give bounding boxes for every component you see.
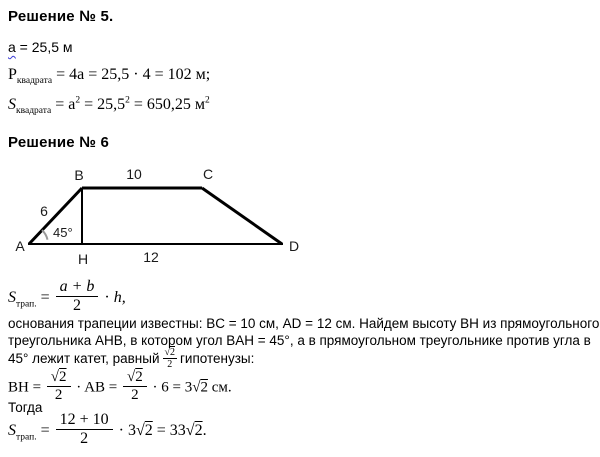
vertex-label-c: C (202, 166, 214, 182)
bh-fraction-2 (123, 369, 147, 404)
final-part2: = 33 (152, 422, 186, 440)
perimeter-formula (8, 66, 211, 87)
bh-fraction-1 (47, 369, 71, 404)
given-variable: a (8, 39, 16, 55)
area-subscript: квадрата (16, 106, 52, 117)
final-part1: · 3 (114, 422, 136, 440)
paragraph-line3-after: гипотенузы: (180, 351, 255, 366)
bh-part1: BH = (8, 379, 45, 396)
sqrt-term: √2 (135, 422, 153, 440)
area-sup1: 2 (75, 95, 81, 106)
angle-label: 45° (53, 225, 73, 240)
final-equals: = (36, 422, 54, 440)
paragraph-line-2: треугольника AHB, в котором угол BAH = 45°, а в прямоугольном треугольнике против угла в (8, 333, 591, 348)
trapezoid-area-formula (8, 280, 126, 317)
perimeter-symbol: P (8, 66, 17, 83)
sqrt-term: √2 (192, 379, 208, 396)
vertex-label-a: A (15, 238, 25, 254)
paragraph-line-1: основания трапеции известны: BC = 10 см, AD = 12 см. Найдем высоту BH из прямоугольного (8, 316, 600, 331)
vertex-label-b: B (74, 167, 84, 183)
perimeter-body: = 4a = 25,5 · 4 = 102 м; (52, 66, 211, 83)
denominator: 2 (167, 358, 173, 370)
side-cd-line (202, 188, 282, 244)
side-label-ad: 12 (143, 249, 159, 265)
area-sup2: 2 (125, 95, 130, 106)
bh-part4: см. (207, 379, 232, 396)
area-part1: = a (51, 96, 76, 113)
given-value: = 25,5 м (15, 39, 73, 55)
then-text: Тогда (8, 400, 43, 415)
denominator: 2 (73, 296, 81, 314)
denominator: 2 (131, 386, 139, 403)
strap-subscript: трап. (16, 299, 37, 310)
area-formula (8, 95, 210, 117)
sqrt-term: √2 (185, 422, 203, 440)
strap-symbol: S (8, 289, 16, 307)
numerator: √2 (123, 369, 147, 387)
strap-equals: = (36, 289, 54, 307)
strap-dot: · (100, 289, 114, 307)
numerator: a + b (56, 278, 99, 297)
paragraph-line3-before: 45° лежит катет, равный (8, 351, 160, 366)
angle-arc (42, 230, 48, 240)
perimeter-subscript: квадрата (16, 76, 53, 87)
denominator: 2 (54, 386, 63, 403)
foot-label-h: H (77, 251, 89, 267)
final-formula (8, 413, 207, 450)
area-part2: = 25,5 (80, 96, 126, 113)
numerator: √2 (164, 346, 175, 358)
side-label-bc: 10 (126, 166, 142, 182)
final-symbol: S (8, 422, 16, 440)
denominator: 2 (80, 429, 89, 447)
solution5-heading: Решение № 5. (8, 8, 114, 25)
small-fraction (163, 347, 178, 370)
final-part3: . (202, 422, 207, 440)
final-fraction (56, 411, 113, 448)
strap-fraction (56, 278, 99, 315)
area-symbol: S (8, 96, 16, 113)
bh-part2: · AB = (72, 379, 121, 396)
numerator: √2 (47, 369, 71, 387)
area-sup3: 2 (205, 95, 210, 106)
numerator: 12 + 10 (56, 411, 113, 430)
area-part3: = 650,25 м (129, 96, 206, 113)
solution6-heading: Решение № 6 (8, 134, 110, 151)
side-label-ab: 6 (40, 203, 48, 219)
vertex-label-d: D (289, 238, 300, 254)
strap-height-var: h, (113, 289, 126, 307)
final-subscript: трап. (16, 432, 37, 443)
given-line (8, 39, 73, 55)
trapezoid-diagram (8, 156, 338, 274)
bh-part3: · 6 = 3 (148, 379, 193, 396)
